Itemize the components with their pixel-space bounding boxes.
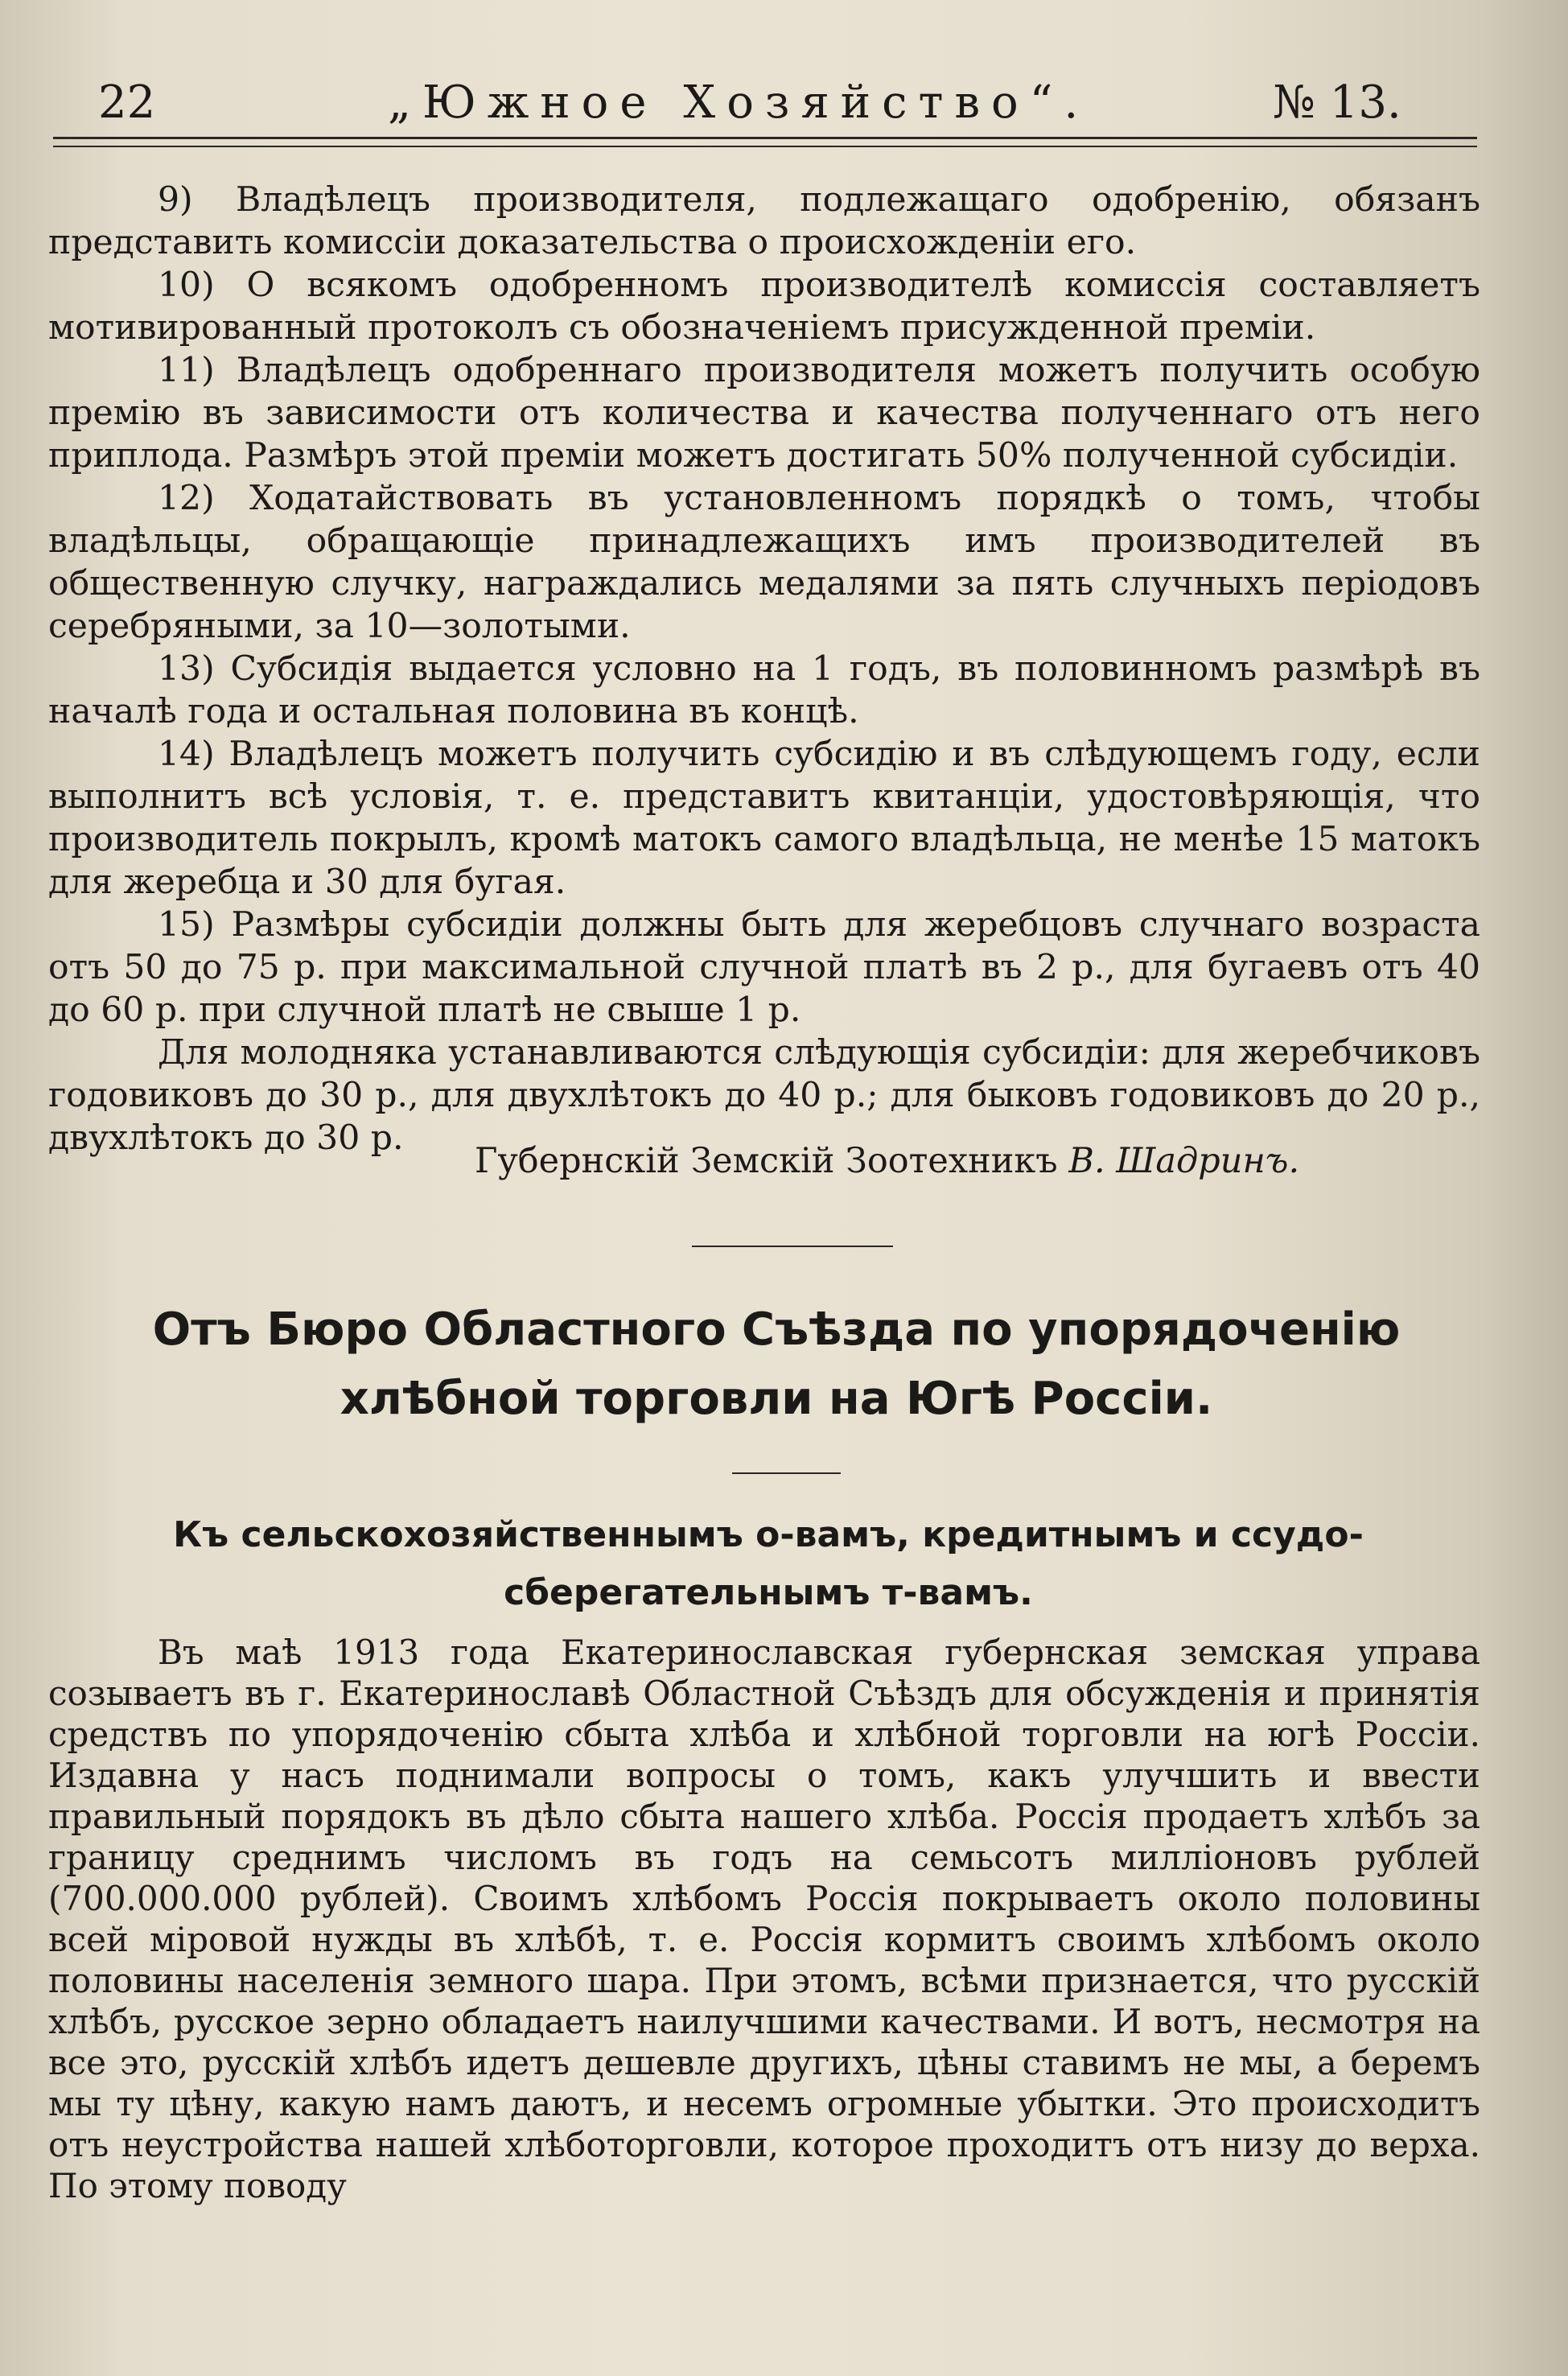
article-body	[48, 1632, 1480, 2206]
subheading-line-2: сберегательнымъ т-вамъ.	[504, 1572, 1033, 1613]
subheading-line-1: Къ сельскохозяйственнымъ о-вамъ, кредитнымъ и ссудо-	[173, 1514, 1364, 1555]
issue-number: № 13.	[1273, 76, 1401, 129]
heading-divider	[732, 1472, 841, 1474]
regulation-items	[48, 179, 1480, 1159]
header-rule-top	[53, 137, 1477, 139]
item-12: 12) Ходатайствовать въ установленномъ порядкѣ о томъ, чтобы владѣльцы, обращающіе принадлежащихъ имъ производителей въ общественную случку, награждались медалями за пять случныхъ періодовъ серебряными, за 10—золотыми.	[48, 479, 1480, 646]
item-13: 13) Субсидія выдается условно на 1 годъ, въ половинномъ размѣрѣ въ началѣ года и остальная половина въ концѣ.	[48, 649, 1480, 731]
item-14: 14) Владѣлецъ можетъ получить субсидію и въ слѣдующемъ году, если выполнитъ всѣ условія, т. е. представитъ квитанціи, удостовѣряющія, что производитель покрылъ, кромѣ матокъ самого владѣльца, не менѣе 15 матокъ для жеребца и 30 для бугая.	[48, 735, 1480, 902]
page-number: 22	[98, 76, 156, 129]
item-11: 11) Владѣлецъ одобреннаго производителя можетъ получить особую премію въ зависимости отъ количества и качества полученнаго отъ него приплода. Размѣръ этой преміи можетъ достигать 50% полученной субсидіи.	[48, 351, 1480, 476]
article-subheading	[48, 1506, 1488, 1622]
heading-line-2: хлѣбной торговли на Югѣ Россіи.	[340, 1373, 1213, 1425]
item-15: 15) Размѣры субсидіи должны быть для жеребцовъ случнаго возраста отъ 50 до 75 р. при максимальной случной платѣ въ 2 р., для бугаевъ отъ 40 до 60 р. при случной платѣ не свыше 1 р.	[48, 905, 1480, 1030]
article-heading	[97, 1295, 1456, 1434]
signature	[475, 1141, 1299, 1181]
header-rule-bottom	[53, 146, 1477, 147]
journal-title: „Южное Хозяйство“.	[388, 76, 1090, 129]
heading-line-1: Отъ Бюро Областного Съѣзда по упорядоченію	[152, 1303, 1401, 1356]
section-divider	[692, 1246, 893, 1247]
signature-name: В. Шадринъ.	[1068, 1141, 1300, 1181]
article-paragraph: Въ маѣ 1913 года Екатеринославская губернская земская управа созываетъ въ г. Екатеринославѣ Областной Съѣздъ для обсужденія и принятія средствъ по упорядоченію сбыта хлѣба и хлѣбной торговли на югѣ Россіи. Издавна у насъ поднимали вопросы о томъ, какъ улучшить и ввести правильный порядокъ въ дѣло сбыта нашего хлѣба. Россія продаетъ хлѣбъ за границу среднимъ числомъ въ годъ на семьсотъ милліоновъ рублей (700.000.000 рублей). Своимъ хлѣбомъ Россія покрываетъ около половины всей міровой нужды въ хлѣбѣ, т. е. Россія кормитъ своимъ хлѣбомъ около половины населенія земного шара. При этомъ, всѣми признается, что русскій хлѣбъ, русское зерно обладаетъ наилучшими качествами. И вотъ, несмотря на все это, русскій хлѣбъ идетъ дешевле другихъ, цѣны ставимъ не мы, а беремъ мы ту цѣну, какую намъ даютъ, и несемъ огромные убытки. Это происходитъ отъ неустройства нашей хлѣботорговли, которое проходитъ отъ низу до верха. По этому поводу	[48, 1633, 1480, 2205]
running-header	[50, 76, 1474, 133]
item-9: 9) Владѣлецъ производителя, подлежащаго одобренію, обязанъ представить комиссіи доказательства о происхожденіи его.	[48, 180, 1480, 262]
item-10: 10) О всякомъ одобренномъ производителѣ комиссія составляетъ мотивированный протоколъ съ обозначеніемъ присужденной преміи.	[48, 266, 1480, 348]
item-young-stock: Для молодняка устанавливаются слѣдующія субсидіи: для жеребчиковъ годовиковъ до 30 р., для двухлѣтокъ до 40 р.; для быковъ годовиковъ до 20 р., двухлѣтокъ до 30 р.	[48, 1033, 1480, 1158]
signature-title: Губернскій Земскій Зоотехникъ	[475, 1141, 1058, 1181]
